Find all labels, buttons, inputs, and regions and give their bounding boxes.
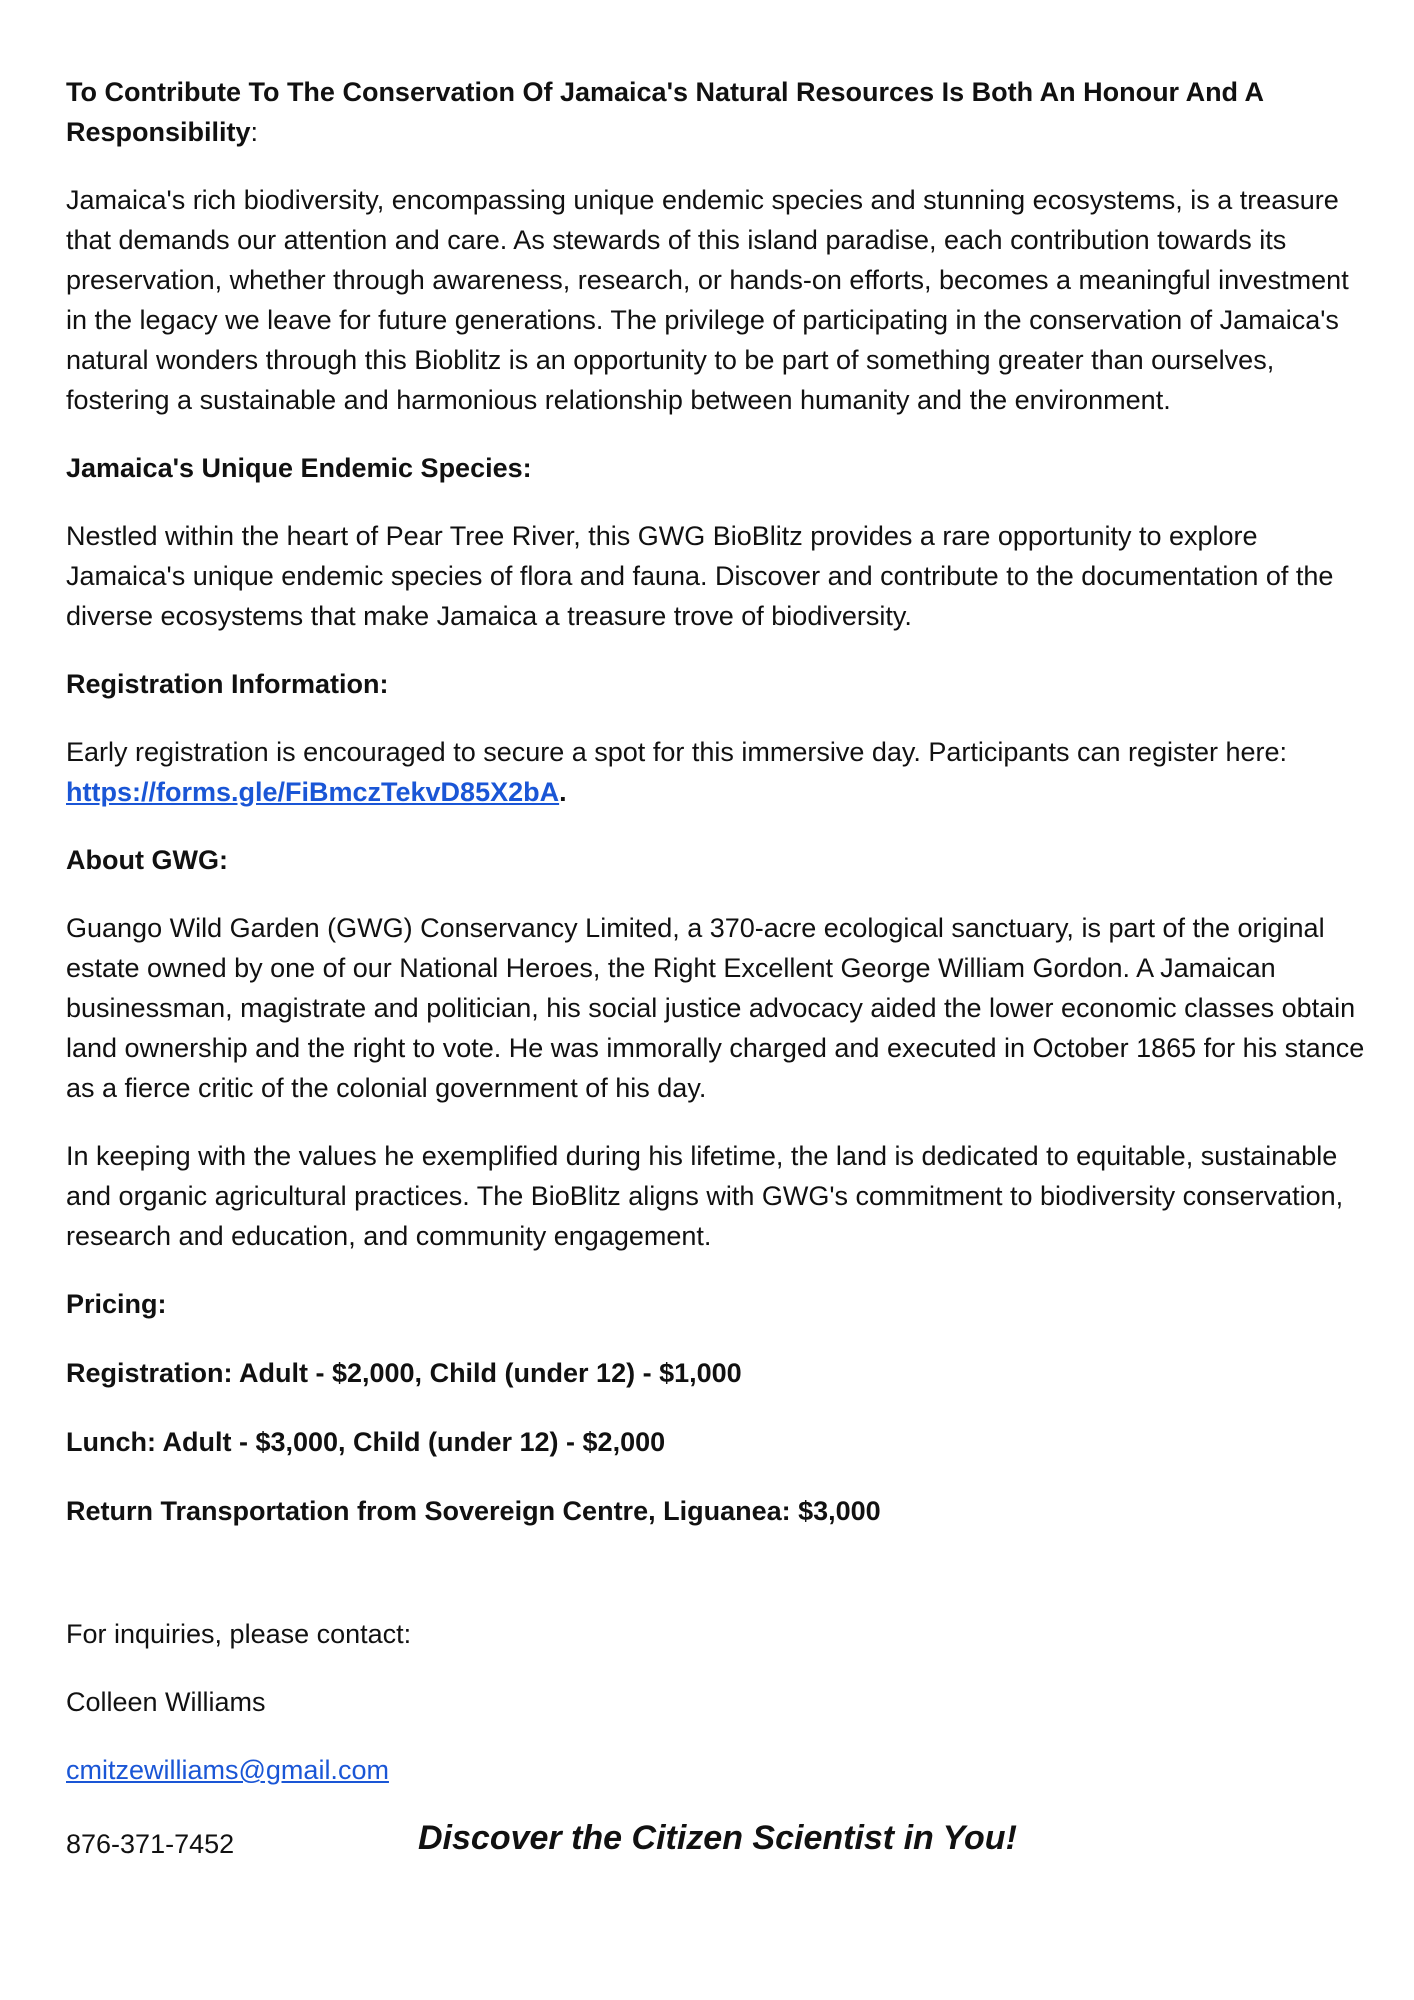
endemic-heading: Jamaica's Unique Endemic Species: xyxy=(66,453,532,483)
endemic-paragraph: Nestled within the heart of Pear Tree River, this GWG BioBlitz provides a rare opportunity to explore Jamaica's unique endemic species of flora and fauna. Discover and contribute to the documentation of the diverse ecosystems that make Jamaica a treasure trove of biodiversity. xyxy=(66,521,1334,631)
registration-heading: Registration Information: xyxy=(66,669,389,699)
registration-paragraph xyxy=(66,732,1366,812)
contact-email-line xyxy=(66,1750,1366,1790)
contact-phone: 876-371-7452 xyxy=(66,1829,235,1859)
pricing-lunch: Lunch: Adult - $3,000, Child (under 12) - $2,000 xyxy=(66,1427,666,1457)
footer-row xyxy=(66,1818,1366,1866)
about-paragraph-2: In keeping with the values he exemplified during his lifetime, the land is dedicated to equitable, sustainable and organic agricultural practices. The BioBlitz aligns with GWG's commitment to biodiversity conservation, research and education, and community engagement. xyxy=(66,1141,1344,1251)
about-paragraph-1: Guango Wild Garden (GWG) Conservancy Limited, a 370-acre ecological sanctuary, is part of the original estate owned by one of our National Heroes, the Right Excellent George William Gordon. A Jamaican businessman, magistrate and politician, his social justice advocacy aided the lower economic classes obtain land ownership and the right to vote. He was immorally charged and executed in October 1865 for his stance as a fierce critic of the colonial government of his day. xyxy=(66,913,1365,1103)
contact-name: Colleen Williams xyxy=(66,1687,266,1717)
intro-heading xyxy=(66,72,1366,152)
intro-heading-text: To Contribute To The Conservation Of Jamaica's Natural Resources Is Both An Honour And A Responsibility xyxy=(66,77,1264,147)
intro-paragraph: Jamaica's rich biodiversity, encompassing unique endemic species and stunning ecosystems, is a treasure that demands our attention and care. As stewards of this island paradise, each contribution towards its preservation, whether through awareness, research, or hands-on efforts, becomes a meaningful investment in the legacy we leave for future generations. The privilege of participating in the conservation of Jamaica's natural wonders through this Bioblitz is an opportunity to be part of something greater than ourselves, fostering a sustainable and harmonious relationship between humanity and the environment. xyxy=(66,185,1349,415)
registration-text: Early registration is encouraged to secure a spot for this immersive day. Participants can register here: xyxy=(66,737,1288,767)
pricing-heading: Pricing: xyxy=(66,1289,167,1319)
document-page xyxy=(66,72,1366,1866)
contact-prompt: For inquiries, please contact: xyxy=(66,1619,412,1649)
section-spacer xyxy=(66,1560,1366,1614)
about-heading: About GWG: xyxy=(66,845,228,875)
pricing-registration: Registration: Adult - $2,000, Child (under 12) - $1,000 xyxy=(66,1358,742,1388)
intro-heading-colon: : xyxy=(250,117,259,147)
registration-link[interactable]: https://forms.gle/FiBmczTekvD85X2bA xyxy=(66,777,560,807)
tagline: Discover the Citizen Scientist in You! xyxy=(418,1819,1017,1857)
registration-link-period: . xyxy=(559,777,567,807)
pricing-transportation: Return Transportation from Sovereign Centre, Liguanea: $3,000 xyxy=(66,1496,881,1526)
contact-email-link[interactable]: cmitzewilliams@gmail.com xyxy=(66,1755,389,1785)
